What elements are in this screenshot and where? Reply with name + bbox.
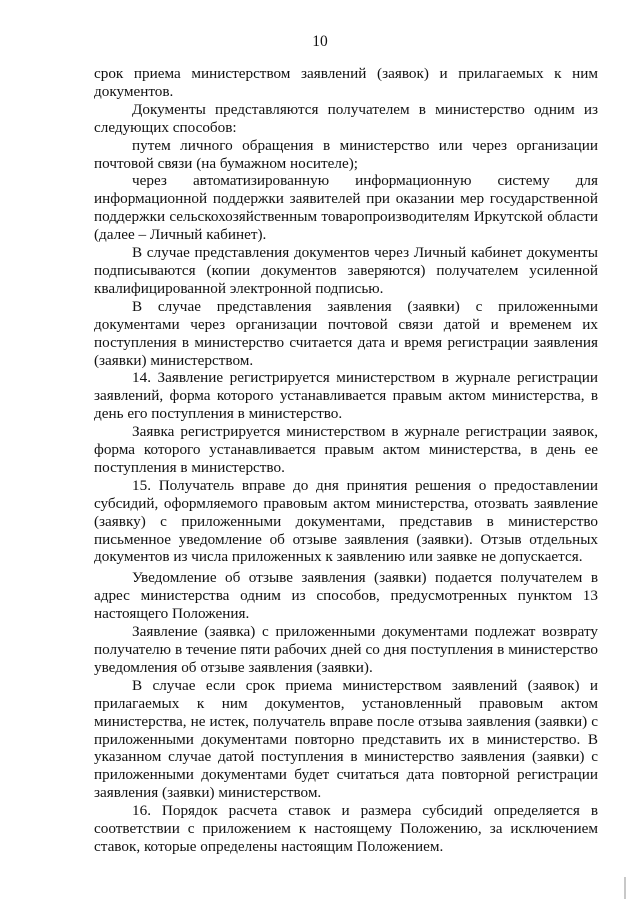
paragraph-documents-return: Заявление (заявка) с приложенными документами подлежат возврату получателю в течение пяти рабочих дней со дня поступления в министерство уведомления об отзыве заявления (заявки). [94, 623, 598, 676]
paragraph-item-14-application-registration: 14. Заявление регистрируется министерством в журнале регистрации заявлений, форма которого устанавливается правым актом министерства, в день его поступления в министерство. [94, 369, 598, 423]
document-body [94, 65, 598, 856]
paragraph-electronic-signature: В случае представления документов через Личный кабинет документы подписываются (копии документов заверяются) получателем усиленной квалифицированной электронной подписью. [94, 244, 598, 297]
paragraph-resubmission: В случае если срок приема министерством заявлений (заявок) и прилагаемых к ним документов, установленный правовым актом министерства, не истек, получатель вправе после отзыва заявления (заявки) с приложенными документами повторно представить их в министерство. В указанном случае датой поступления в министерство заявления (заявки) с приложенными документами будет считаться дата повторной регистрации заявления (заявки) министерством. [94, 676, 598, 802]
scan-edge-mark [624, 877, 626, 899]
paragraph-intake-deadline: срок приема министерством заявлений (заявок) и прилагаемых к ним документов. [94, 65, 598, 100]
paragraph-item-15-withdrawal-right: 15. Получатель вправе до дня принятия решения о предоставлении субсидий, оформляемого правовым актом министерства, отозвать заявление (заявку) с приложенными документами, представив в министерство письменное уведомление об отзыве заявления (заявки). Отзыв отдельных документов из числа приложенных к заявлению или заявке не допускается. [94, 476, 598, 566]
page-number: 10 [312, 33, 328, 50]
paragraph-request-registration: Заявка регистрируется министерством в журнале регистрации заявок, форма которого устанавливается правым актом министерства, в день ее поступления в министерство. [94, 423, 598, 476]
paragraph-postal-submission-date: В случае представления заявления (заявки) с приложенными документами через организации почтовой связи датой и временем их поступления в министерство считается дата и время регистрации заявления (заявки) министерством. [94, 297, 598, 369]
paragraph-method-personal-account: через автоматизированную информационную систему для информационной поддержки заявителей при оказании мер государственной поддержки сельскохозяйственным товаропроизводителям Иркутской области (далее – Личный кабинет). [94, 172, 598, 244]
paragraph-withdrawal-notice: Уведомление об отзыве заявления (заявки) подается получателем в адрес министерства одним из способов, предусмотренных пунктом 13 настоящего Положения. [94, 569, 598, 623]
paragraph-item-16-rate-calculation: 16. Порядок расчета ставок и размера субсидий определяется в соответствии с приложением к настоящему Положению, за исключением ставок, которые определены настоящим Положением. [94, 802, 598, 855]
paragraph-method-in-person-or-mail: путем личного обращения в министерство или через организации почтовой связи (на бумажном носителе); [94, 136, 598, 172]
paragraph-submission-methods: Документы представляются получателем в министерство одним из следующих способов: [94, 100, 598, 136]
